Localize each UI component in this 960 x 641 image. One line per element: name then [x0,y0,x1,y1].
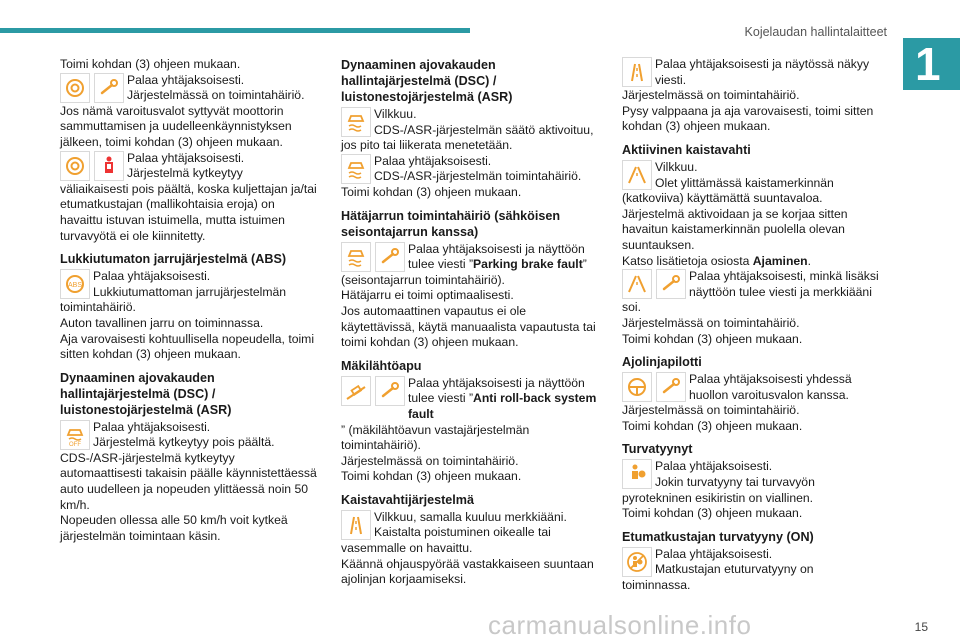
entry-paragraph: (katkoviiva) käyttämättä suuntavaloa. Järjestelmä aktivoidaan ja se korjaa sitten havaitun kaistamerkinnän puolella olevan suuntauksen. [622,191,848,252]
message-text: Anti roll-back system fault [408,391,597,421]
abs-icon [60,269,90,299]
esc-icon [341,242,371,272]
text-span: tulee viesti ” [408,257,474,272]
section-heading-dsc: Dynaaminen ajovakauden hallintajärjestelmä (DSC) / luistonestojärjestelmä (ASR) [341,58,513,104]
watermark: carmanualsonline.info [488,610,752,640]
entry-paragraph: jos pito tai liikerata menetetään. [341,138,513,153]
intro-text: Toimi kohdan (3) ohjeen mukaan. [60,57,241,71]
section-heading-steering: Ajolinjapilotti [622,355,702,370]
entry-line: Palaa yhtäjaksoisesti. [93,269,211,284]
entry-line: Palaa yhtäjaksoisesti yhdessä [689,372,852,387]
warning-entry [60,420,318,451]
entry-paragraph: (seisontajarrun toimintahäiriö). Hätäjarru ei toimi optimaalisesti. Jos automaattinen vapautus ei ole käytettävissä, käytä manuaalista vapautusta tai toimi kohdan (3) ohjeen mukaan. [341,272,596,350]
section-heading-hill-start: Mäkilähtöapu [341,358,422,373]
entry-line: Olet ylittämässä kaistamerkinnän [655,175,834,190]
entry-paragraph: Järjestelmässä on toimintahäiriö. Toimi kohdan (3) ohjeen mukaan. [341,453,522,484]
lane-keeping-icon [341,510,371,540]
column-1 [60,57,318,544]
airbag-warning-icon [60,151,90,181]
steering-assist-icon [622,372,652,402]
entry-line: Vilkkuu, samalla kuuluu merkkiääni. [374,509,567,524]
entry-line: Jokin turvatyyny tai turvavyön [655,475,815,490]
entry-paragraph: Järjestelmässä on toimintahäiriö. Pysy valppaana ja aja varovaisesti, toimi sitten kohdan (3) ohjeen mukaan. [622,88,874,134]
airbag-warning-icon [60,73,90,103]
entry-paragraph: CDS-/ASR-järjestelmä kytkeytyy automaattisesti takaisin päälle käynnistettäessä auto uudelleen ja nopeuden ylittäessä noin 50 km/h. Nopeuden ollessa alle 50 km/h voit kytkeä järjestelmän toimintaan käsin. [60,450,317,543]
wrench-icon [375,376,405,406]
seatbelt-icon [622,459,652,489]
esc-off-icon [60,420,90,450]
section-heading-passenger-airbag: Etumatkustajan turvatyyny (ON) [622,529,814,544]
text-span: ” [582,257,587,272]
text-span: . [807,253,811,268]
passenger-airbag-off-icon [622,547,652,577]
chapter-number: 1 [915,38,941,90]
entry-line: Palaa yhtäjaksoisesti. [374,153,492,168]
esc-icon [341,154,371,184]
entry-line: Palaa yhtäjaksoisesti. [93,419,211,434]
svg-text:ABS: ABS [67,282,83,290]
warning-entry [622,372,880,403]
entry-line: Palaa yhtäjaksoisesti ja näyttöön [408,375,585,390]
lane-departure-icon [622,160,652,190]
entry-line: Palaa yhtäjaksoisesti ja näyttöön [408,241,585,256]
entry-line [408,257,599,273]
text-span: Katso lisätietoja osiosta [622,253,753,268]
entry-paragraph: pyrotekninen esikiristin on viallinen. Toimi kohdan (3) ohjeen mukaan. [622,490,814,521]
entry-paragraph: soi. Järjestelmässä on toimintahäiriö. Toimi kohdan (3) ohjeen mukaan. [622,300,803,346]
header-accent-bar [0,28,470,33]
parking-brake-fault-icon [375,242,405,272]
warning-entry [341,154,599,185]
entry-line: huollon varoitusvalon kanssa. [689,387,849,402]
warning-entry [60,151,318,182]
entry-line: Palaa yhtäjaksoisesti. [127,150,245,165]
entry-paragraph [622,254,880,270]
entry-paragraph: väliaikaisesti pois päältä, koska kuljettajan ja/tai etumatkustajan (mallikohtaisia eroja) on havaittu istuvan istuimella, mutta istuimen turvavyötä ei ole kiinnitetty. [60,181,317,243]
page-header-title: Kojelaudan hallintalaitteet [744,25,887,39]
entry-line: näyttöön tulee viesti ja merkkiääni [689,284,872,299]
entry-line: Palaa yhtäjaksoisesti. [127,72,245,87]
entry-line: Palaa yhtäjaksoisesti ja näytössä näkyy [655,57,870,71]
entry-line: Vilkkuu. [374,107,417,121]
warning-entry [60,73,318,104]
wrench-icon [94,73,124,103]
entry-line: viesti. [655,72,687,87]
entry-line: Järjestelmä kytkeytyy pois päältä. [93,435,275,450]
entry-line: Palaa yhtäjaksoisesti, minkä lisäksi [689,269,879,284]
warning-entry [341,510,599,541]
section-heading-dsc: Dynaaminen ajovakauden hallintajärjestelmä (DSC) / luistonestojärjestelmä (ASR) [60,370,232,417]
entry-paragraph: Toimi kohdan (3) ohjeen mukaan. [341,184,522,199]
message-text: Parking brake fault [473,257,583,272]
entry-line: Kaistalta poistuminen oikealle tai [374,525,551,540]
entry-line: Vilkkuu. [655,159,698,174]
section-heading-airbags: Turvatyynyt [622,442,693,457]
chapter-badge [903,38,960,90]
warning-entry [622,459,880,490]
entry-paragraph: ” (mäkilähtöavun vastajärjestelmän toimintahäiriö). [341,422,530,453]
page-number: 15 [914,620,928,634]
reference-text: Ajaminen [752,253,808,268]
wrench-icon [656,372,686,402]
text-span: tulee viesti ” [408,391,474,406]
entry-line: Lukkiutumattoman jarrujärjestelmän [93,284,287,299]
warning-entry [60,269,318,300]
lane-departure-icon [622,269,652,299]
entry-line: Matkustajan etuturvatyyny on [655,562,814,577]
esc-icon [341,107,371,137]
warning-entry [341,107,599,138]
seat-occupant-icon [94,151,124,181]
entry-line: Järjestelmässä on toimintahäiriö. [127,88,305,103]
entry-line [408,391,599,422]
section-heading-active-lane: Aktiivinen kaistavahti [622,142,751,157]
entry-paragraph: Jos nämä varoitusvalot syttyvät moottorin sammuttamisen ja uudelleenkäynnistyksen jälkeen, toimi kohdan (3) ohjeen mukaan. [60,103,292,149]
entry-paragraph: Järjestelmässä on toimintahäiriö. Toimi kohdan (3) ohjeen mukaan. [622,403,803,433]
lane-keeping-icon [622,57,652,87]
entry-line: Palaa yhtäjaksoisesti. [655,459,773,474]
column-2 [341,57,599,588]
warning-entry [622,547,880,578]
section-heading-parking-brake: Hätäjarrun toimintahäiriö (sähköisen seisontajarrun kanssa) [341,208,561,239]
column-3 [622,57,880,594]
warning-entry [341,242,599,273]
entry-paragraph: vasemmalle on havaittu. Käännä ohjauspyörää vastakkaiseen suuntaan ajolinjan korjaamiseksi. [341,541,594,587]
warning-entry [622,57,880,88]
entry-line: CDS-/ASR-järjestelmän toimintahäiriö. [374,169,582,184]
section-heading-abs: Lukkiutumaton jarrujärjestelmä (ABS) [60,252,287,267]
hill-start-assist-icon [341,376,371,406]
entry-paragraph: toiminnassa. [622,578,691,593]
warning-entry [622,160,880,191]
entry-paragraph: toimintahäiriö. Auton tavallinen jarru on toiminnassa. Aja varovaisesti kohtuullisella nopeudella, toimi sitten kohdan (3) ohjeen mukaan. [60,300,315,362]
entry-line: Järjestelmä kytkeytyy [127,166,243,181]
warning-entry [341,376,599,423]
wrench-icon [656,269,686,299]
section-heading-lane-keeping: Kaistavahtijärjestelmä [341,492,475,507]
warning-entry [622,269,880,300]
entry-line: Palaa yhtäjaksoisesti. [655,546,773,561]
svg-text:OFF: OFF [69,441,81,447]
entry-line: CDS-/ASR-järjestelmän säätö aktivoituu, [374,122,594,137]
